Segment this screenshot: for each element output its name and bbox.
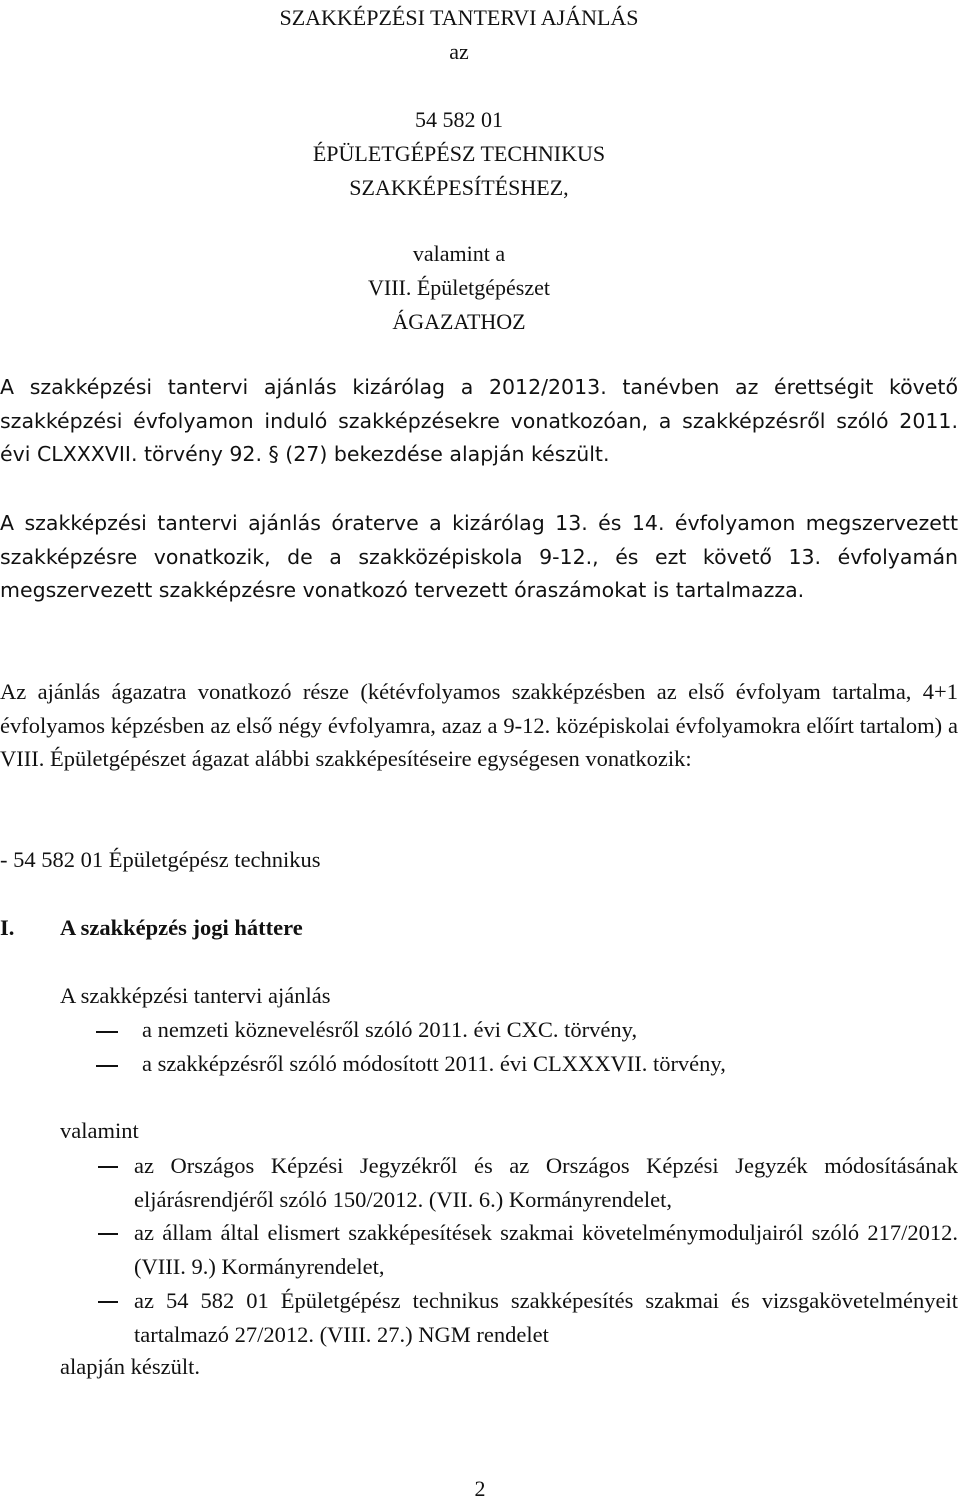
law-item: a nemzeti köznevelésről szóló 2011. évi CXC. törvény,: [142, 1017, 638, 1042]
title-line-6: valamint a: [412, 241, 506, 266]
paragraph-sector: Az ajánlás ágazatra vonatkozó része (kétévfolyamos szakképzésben az első évfolyam tartalma, 4+1 évfolyamos képzésben az első négy évfolyamra, azaz a 9-12. középiskolai évfolyamokra előírt tartalom) a VIII. Épületgépészet ágazat alábbi szakképesítéseire egységesen vonatkozik:: [0, 679, 958, 772]
title-line-1: SZAKKÉPZÉSI TANTERVI AJÁNLÁS: [279, 5, 639, 30]
regulation-item: az Országos Képzési Jegyzékről és az Országos Képzési Jegyzék módosításának eljárásrendjéről szóló 150/2012. (VII. 6.) Kormányrendelet,: [134, 1153, 958, 1212]
dash-bullet: [96, 1065, 118, 1067]
page-number: 2: [474, 1476, 486, 1501]
title-line-8: ÁGAZATHOZ: [392, 309, 526, 334]
qualification-item: - 54 582 01 Épületgépész technikus: [0, 847, 321, 872]
law-item: a szakképzésről szóló módosított 2011. évi CLXXXVII. törvény,: [142, 1051, 726, 1076]
dash-bullet: [96, 1031, 118, 1033]
dash-bullet: [98, 1166, 118, 1168]
title-line-7: VIII. Épületgépészet: [367, 275, 551, 300]
dash-bullet: [98, 1233, 118, 1235]
title-line-4: ÉPÜLETGÉPÉSZ TECHNIKUS: [312, 141, 606, 166]
closing-text: alapján készült.: [60, 1354, 200, 1379]
regulation-item: az 54 582 01 Épületgépész technikus szakképesítés szakmai és vizsgakövetelményeit tartalmazó 27/2012. (VIII. 27.) NGM rendelet: [134, 1288, 958, 1347]
section-number: I.: [0, 915, 15, 940]
paragraph-scope: A szakképzési tantervi ajánlás kizárólag a 2012/2013. tanévben az érettségit követő szakképzési évfolyamon induló szakképzésekre vonatkozóan, a szakképzésről szóló 2011. évi CLXXXVII. törvény 92. § (27) bekezdése alapján készült.: [0, 375, 958, 467]
title-line-5: SZAKKÉPESÍTÉSHEZ,: [349, 175, 569, 200]
section-title: A szakképzés jogi háttere: [60, 915, 303, 940]
dash-bullet: [98, 1301, 118, 1303]
paragraph-hours: A szakképzési tantervi ajánlás óraterve a kizárólag 13. és 14. évfolyamon megszervezett szakképzésre vonatkozik, de a szakközépiskola 9-12., és ezt követő 13. évfolyamán megszervezett szakképzésre vonatkozó tervezett óraszámokat is tartalmazza.: [0, 511, 958, 603]
title-code: 54 582 01: [415, 107, 503, 132]
regulation-item: az állam által elismert szakképesítések szakmai követelménymoduljairól szóló 217/2012. (VIII. 9.) Kormányrendelet,: [134, 1220, 958, 1279]
valamint-label: valamint: [60, 1118, 139, 1143]
section-intro: A szakképzési tantervi ajánlás: [60, 983, 331, 1008]
title-line-2: az: [449, 39, 469, 64]
